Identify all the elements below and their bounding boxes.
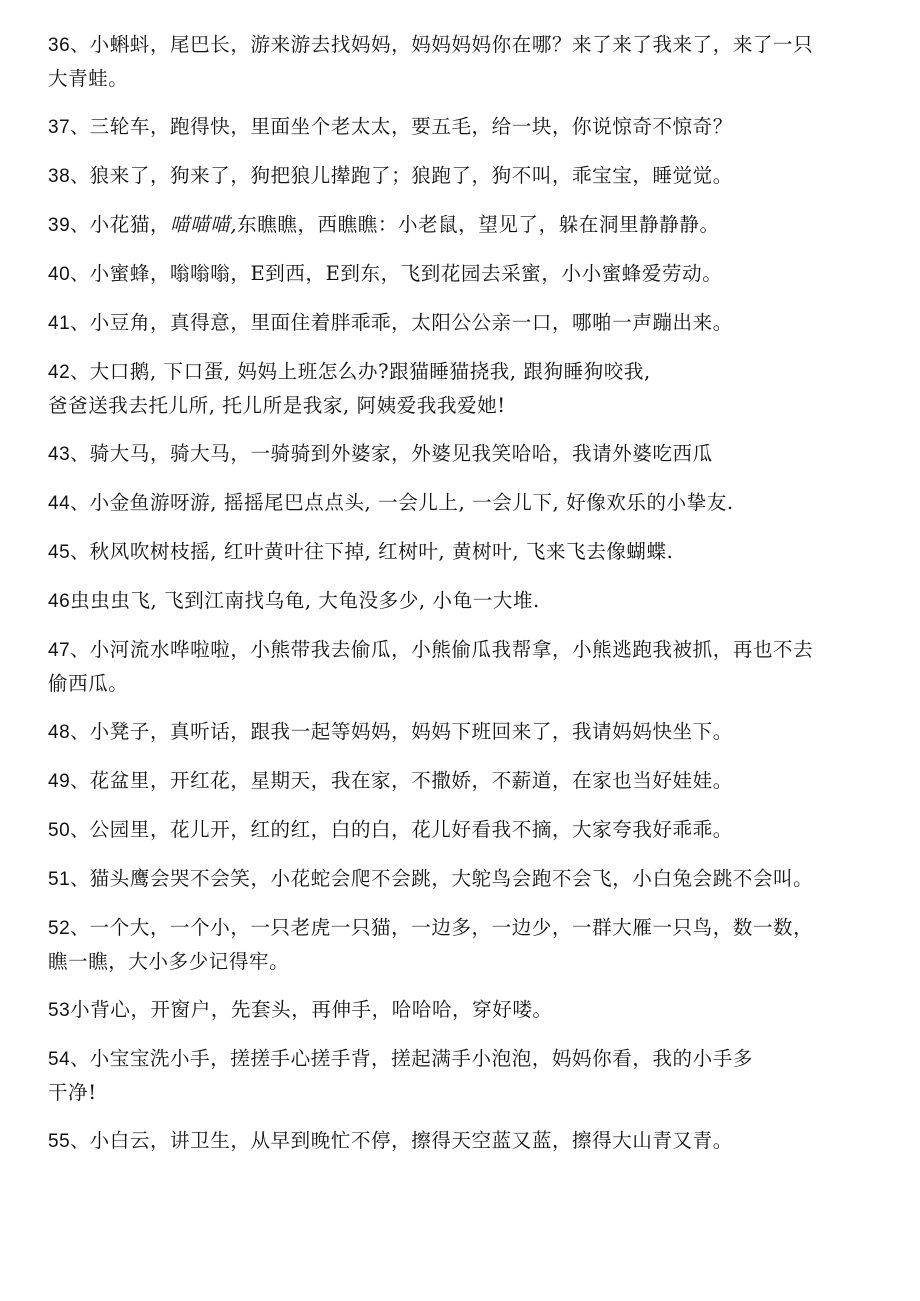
- entry-number: 39、: [48, 215, 90, 236]
- entry-number: 47、: [48, 640, 90, 661]
- entry-number: 43、: [48, 444, 90, 465]
- entry-text: 东瞧瞧，西瞧瞧：小老鼠，望见了，躲在洞里静静静。: [237, 213, 720, 236]
- entry-text: 干净!: [48, 1081, 97, 1104]
- entry-text: 秋风吹树枝摇, 红叶黄叶往下掉, 红树叶, 黄树叶, 飞来飞去像蝴蝶.: [89, 540, 674, 563]
- entry-text: 大青蛙。: [48, 67, 129, 90]
- list-item: [48, 486, 883, 520]
- list-item: [48, 28, 883, 95]
- entry-text: 小花猫，: [89, 213, 171, 236]
- entry-text: 小凳子，真听话，跟我一起等妈妈，妈妈下班回来了，我请妈妈快坐下。: [89, 720, 733, 743]
- entry-number: 36、: [48, 35, 90, 56]
- entry-number: 41、: [48, 313, 90, 334]
- entry-text: 一个大，一个小，一只老虎一只猫，一边多，一边少，一群大雁一只鸟，数一数，: [89, 916, 814, 939]
- list-item: [48, 715, 883, 749]
- list-item: [48, 813, 883, 847]
- list-item: [48, 355, 883, 422]
- entry-number: 38、: [48, 166, 90, 187]
- entry-text: 爸爸送我去托儿所, 托儿所是我家, 阿姨爱我我爱她!: [48, 394, 506, 417]
- entry-text: 花盆里，开红花，星期天，我在家，不撒娇，不薪道，在家也当好娃娃。: [89, 769, 733, 792]
- entry-number: 44、: [48, 493, 90, 514]
- entry-number: 49、: [48, 771, 90, 792]
- entry-number: 42、: [48, 362, 90, 383]
- list-item: [48, 764, 883, 798]
- list-item: [48, 257, 883, 291]
- entry-number: 54、: [48, 1049, 90, 1070]
- entry-number: 52、: [48, 918, 90, 939]
- entry-number: 55、: [48, 1131, 90, 1152]
- entry-number: 48、: [48, 722, 90, 743]
- entry-text: 骑大马，骑大马，一骑骑到外婆家，外婆见我笑哈哈，我请外婆吃西瓜: [89, 442, 713, 465]
- entry-number: 40、: [48, 264, 90, 285]
- list-item: [48, 911, 883, 978]
- entry-text: 小蝌蚪，尾巴长，游来游去找妈妈，妈妈妈妈你在哪？来了来了我来了，来了一只: [89, 33, 814, 56]
- list-item: [48, 584, 883, 618]
- list-item: [48, 633, 883, 700]
- entry-number: 51、: [48, 869, 90, 890]
- entry-text: 小宝宝洗小手，搓搓手心搓手背，搓起满手小泡泡，妈妈你看，我的小手多: [89, 1047, 753, 1070]
- list-item: [48, 1124, 883, 1158]
- entry-text: 猫头鹰会哭不会笑，小花蛇会爬不会跳，大鸵鸟会跑不会飞，小白兔会跳不会叫。: [89, 867, 814, 890]
- entry-text: 三轮车，跑得快，里面坐个老太太，要五毛，给一块，你说惊奇不惊奇？: [89, 115, 733, 138]
- entry-text: 小河流水哗啦啦，小熊带我去偷瓜，小熊偷瓜我帮拿，小熊逃跑我被抓，再也不去: [89, 638, 814, 661]
- entry-number: 46: [48, 591, 71, 612]
- entry-number: 45、: [48, 542, 90, 563]
- list-item: [48, 208, 883, 242]
- list-item: [48, 993, 883, 1027]
- entry-text: 偷西瓜。: [48, 672, 129, 695]
- list-item: [48, 110, 883, 144]
- rhyme-list: [48, 28, 883, 1173]
- list-item: [48, 437, 883, 471]
- entry-text: 小白云，讲卫生，从早到晚忙不停，擦得天空蓝又蓝，擦得大山青又青。: [89, 1129, 733, 1152]
- list-item: [48, 535, 883, 569]
- entry-text: 公园里，花儿开，红的红，白的白，花儿好看我不摘，大家夸我好乖乖。: [89, 818, 733, 841]
- entry-text: 瞧一瞧，大小多少记得牢。: [48, 950, 290, 973]
- entry-text: 小金鱼游呀游, 摇摇尾巴点点头, 一会儿上, 一会儿下, 好像欢乐的小挚友.: [89, 491, 734, 514]
- entry-text: 小豆角，真得意，里面住着胖乖乖，太阳公公亲一口，哪啪一声蹦出来。: [89, 311, 733, 334]
- entry-number: 53: [48, 1000, 71, 1021]
- entry-text: 大口鹅, 下口蛋, 妈妈上班怎么办?跟猫睡猫挠我, 跟狗睡狗咬我,: [89, 360, 651, 383]
- list-item: [48, 862, 883, 896]
- entry-number: 50、: [48, 820, 90, 841]
- entry-text: 虫虫虫飞, 飞到江南找乌龟, 大龟没多少, 小龟一大堆.: [70, 589, 540, 612]
- list-item: [48, 1042, 883, 1109]
- list-item: [48, 306, 883, 340]
- entry-text: 小蜜蜂，嗡嗡嗡，E到西，E到东，飞到花园去采蜜，小小蜜蜂爱劳动。: [89, 262, 723, 285]
- entry-text: 狼来了，狗来了，狗把狼儿撵跑了；狼跑了，狗不叫，乖宝宝，睡觉觉。: [89, 164, 733, 187]
- entry-number: 37、: [48, 117, 90, 138]
- entry-text-italic: 喵喵喵,: [170, 213, 238, 236]
- list-item: [48, 159, 883, 193]
- entry-text: 小背心，开窗户，先套头，再伸手，哈哈哈，穿好喽。: [70, 998, 553, 1021]
